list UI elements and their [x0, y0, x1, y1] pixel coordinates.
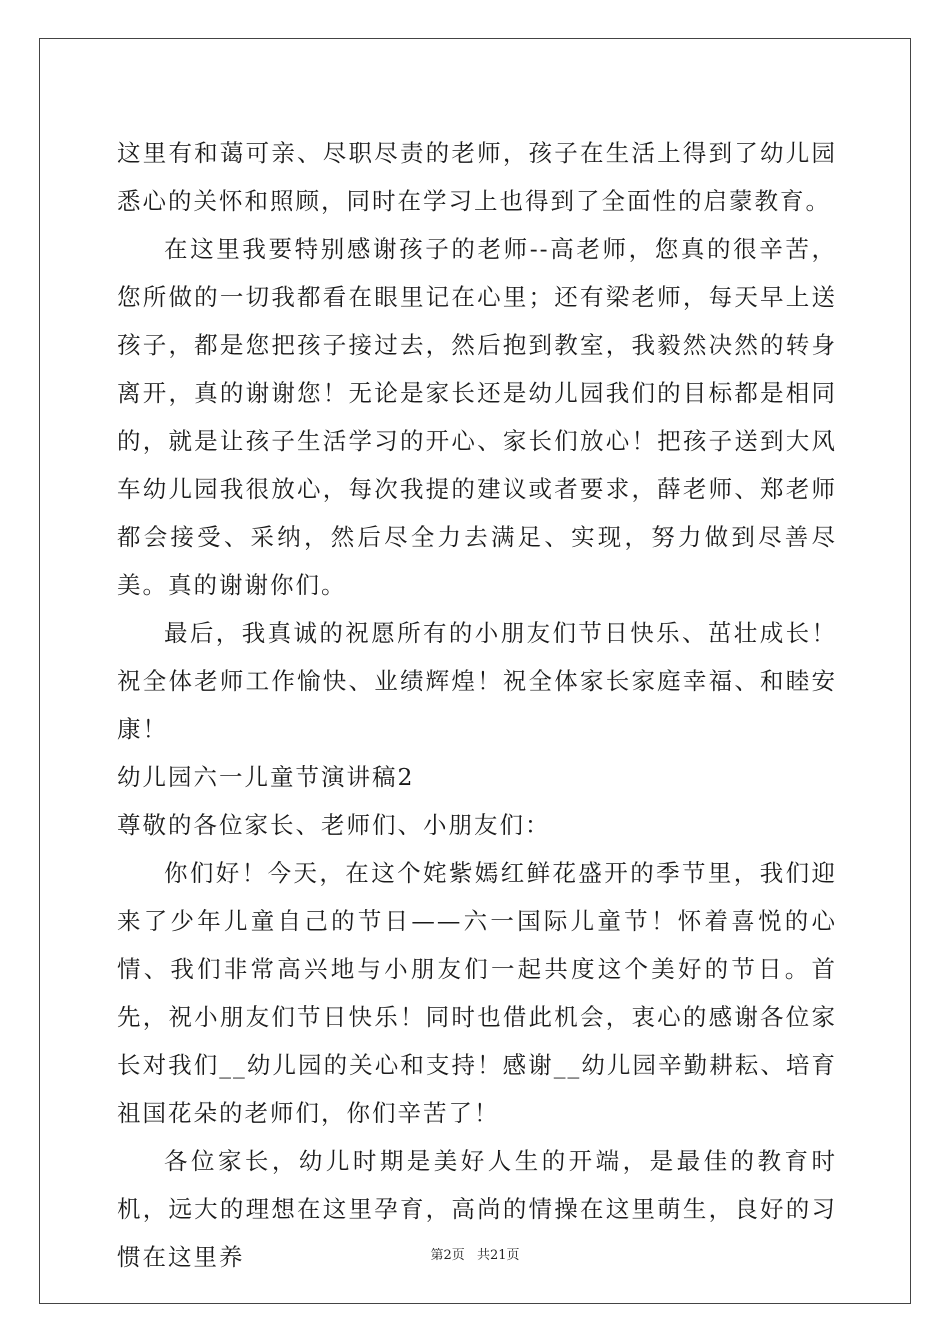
paragraph-2: 在这里我要特别感谢孩子的老师--高老师，您真的很辛苦，您所做的一切我都看在眼里记在心里；还有梁老师，每天早上送孩子，都是您把孩子接过去，然后抱到教室，我毅然决然的转身离开，真的谢谢您！无论是家长还是幼儿园我们的目标都是相同的，就是让孩子生活学习的开心、家长们放心！把孩子送到大风车幼儿园我很放心，每次我提的建议或者要求，薛老师、郑老师都会接受、采纳，然后尽全力去满足、实现，努力做到尽善尽美。真的谢谢你们。 [117, 235, 837, 599]
page-total: 共21页 [476, 1248, 520, 1263]
document-body [117, 129, 837, 1281]
paragraph-4: 你们好！今天，在这个姹紫嫣红鲜花盛开的季节里，我们迎来了少年儿童自己的节日——六一国际儿童节！怀着喜悦的心情、我们非常高兴地与小朋友们一起共度这个美好的节日。首先，祝小朋友们节日快乐！同时也借此机会，衷心的感谢各位家长对我们__幼儿园的关心和支持！感谢__幼儿园辛勤耕耘、培育祖国花朵的老师们，你们辛苦了！ [117, 859, 837, 1127]
page-number: 第2页 [430, 1248, 465, 1263]
page-footer [0, 1244, 950, 1263]
section-heading: 幼儿园六一儿童节演讲稿2 [117, 763, 415, 791]
salutation: 尊敬的各位家长、老师们、小朋友们： [117, 811, 551, 839]
paragraph-3: 最后，我真诚的祝愿所有的小朋友们节日快乐、茁壮成长！祝全体老师工作愉快、业绩辉煌！祝全体家长家庭幸福、和睦安康！ [117, 619, 837, 743]
paragraph-1: 这里有和蔼可亲、尽职尽责的老师，孩子在生活上得到了幼儿园悉心的关怀和照顾，同时在学习上也得到了全面性的启蒙教育。 [117, 139, 837, 215]
paragraph-5: 各位家长，幼儿时期是美好人生的开端，是最佳的教育时机，远大的理想在这里孕育，高尚的情操在这里萌生，良好的习惯在这里养 [117, 1147, 837, 1271]
